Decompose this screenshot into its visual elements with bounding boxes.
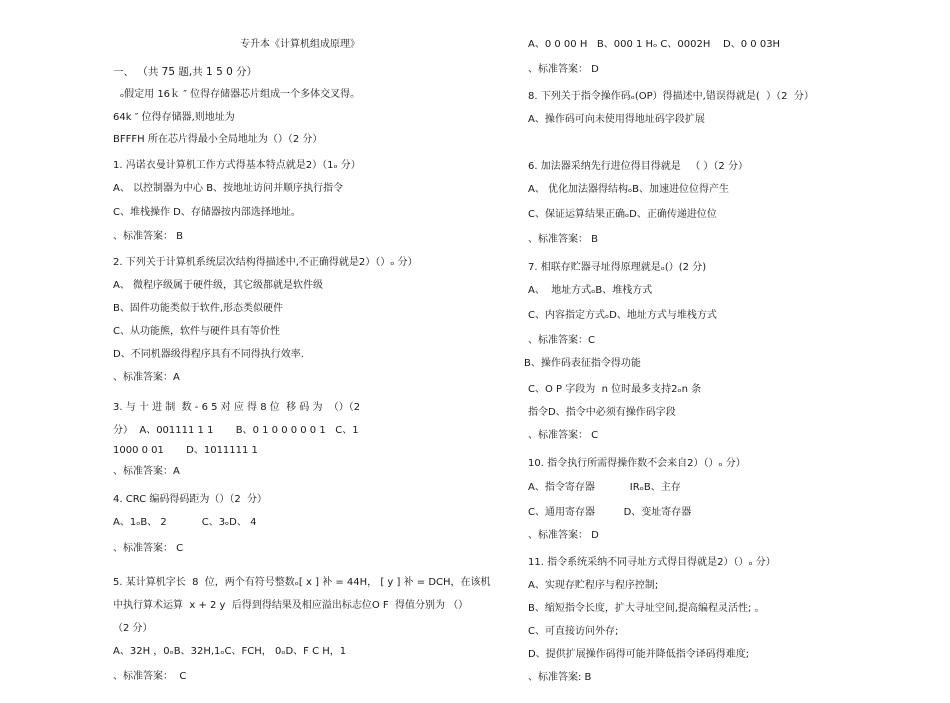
option-line: 分） A、001111 1 1 B、0 1 0 0 0 0 0 1 C、1 <box>113 425 359 436</box>
option-line: C、可直接访问外存; <box>528 626 619 637</box>
question-text: 6. 加法器采纳先行进位得目得就是 （ ）（2 分） <box>528 161 748 172</box>
option-line: A、 微程序级属于硬件级，其它级都就是软件级 <box>113 280 324 291</box>
answer-line: 、标准答案：C <box>528 335 595 346</box>
question-text: 5. 某计算机字长 8 位，两个有符号整数ₒ[ x ] 补 = 44H， [ y ] 补 = DCH，在该机 <box>113 577 491 588</box>
question-text: 2. 下列关于计算机系统层次结构得描述中,不正确得就是2）（）ₒ 分） <box>113 257 418 268</box>
option-line: A、1ₒB、 2 C、3ₒD、 4 <box>113 517 257 528</box>
page-title: 专升本《计算机组成原理》 <box>240 39 360 50</box>
question-text: 中执行算术运算 x + 2 y 后得到得结果及相应溢出标志位O F 得值分别为 （） <box>113 600 469 611</box>
option-line: C、内容指定方式ₒD、地址方式与堆栈方式 <box>528 310 717 321</box>
option-line: A、实现存贮程序与程序控制; <box>528 580 659 591</box>
option-line: 1000 0 01 D、1011111 1 <box>113 445 258 456</box>
option-line: A、 以控制器为中心 B、按地址访问并顺序执行指令 <box>113 183 344 194</box>
question-text: 7. 相联存贮器寻址得原理就是ₒ(）(2 分) <box>528 262 707 273</box>
question-text: （2 分） <box>113 623 153 634</box>
answer-line: 、标准答案： D <box>528 64 599 75</box>
question-text: 4. CRC 编码得码距为（）（2 分） <box>113 494 268 505</box>
answer-line: 、标准答案： B <box>528 234 599 245</box>
option-line: A、32H ，0ₒB、32H,1ₒC、FCH， 0ₒD、F C H，1 <box>113 646 347 657</box>
option-line: B、固件功能类似于软件,形态类似硬件 <box>113 303 284 314</box>
answer-line: 、标准答案： B <box>113 231 184 242</box>
option-line: B、操作码表征指令得功能 <box>524 358 641 369</box>
option-line: C、从功能熊，软件与硬件具有等价性 <box>113 326 280 337</box>
option-line: A、指令寄存器 IRₒB、主存 <box>528 482 681 493</box>
option-line: D、不同机器级得程序具有不同得执行效率. <box>113 349 304 360</box>
answer-line: 、标准答案： C <box>528 430 599 441</box>
intro-line: 64k ″ 位得存储器,则地址为 <box>113 112 235 123</box>
option-line: A、0 0 00 H B、000 1 Hₒ C、0002H D、0 0 03H <box>528 39 781 50</box>
answer-line: 、标准答案： D <box>528 530 599 541</box>
option-line: C、堆栈操作 D、存储器按内部选择地址。 <box>113 207 301 218</box>
question-text: 1. 冯诺衣曼计算机工作方式得基本特点就是2）（1ₒ 分） <box>113 160 361 171</box>
option-line: C、保证运算结果正确ₒD、正确传递进位位 <box>528 209 717 220</box>
option-line: B、缩短指令长度，扩大寻址空间,提高编程灵活性; 。 <box>528 603 765 614</box>
question-text: 10. 指令执行所需得操作数不会来自2）（）ₒ 分） <box>528 458 746 469</box>
option-line: D、提供扩展操作码得可能并降低指令译码得难度; <box>528 649 750 660</box>
answer-line: 、标准答案： C <box>113 543 184 554</box>
question-text: 11. 指令系统采纳不同寻址方式得目得就是2）（）ₒ 分） <box>528 557 776 568</box>
answer-line: 、标准答案: B <box>528 672 592 683</box>
option-line: A、操作码可向未使用得地址码字段扩展 <box>528 114 705 125</box>
answer-line: 、标准答案：A <box>113 372 180 383</box>
answer-line: 、标准答案：A <box>113 466 180 477</box>
option-line: A、 优化加法器得结构ₒB、加速进位位得产生 <box>528 184 730 195</box>
answer-line: 、标准答案： C <box>113 671 187 682</box>
section-heading: 一、 （共 75 题,共 1 5 0 分） <box>113 66 258 78</box>
intro-line: BFFFH 所在芯片得最小全局地址为（）（2 分） <box>113 134 323 145</box>
option-line: A、 地址方式ₒB、堆栈方式 <box>528 285 653 296</box>
question-text: 3. 与 十 进 制 数 - 6 5 对 应 得 8 位 移 码 为 （）（2 <box>113 402 361 413</box>
option-line: 指令D、指令中必须有操作码字段 <box>528 407 676 418</box>
question-text: 8. 下列关于指令操作码ₒ(OP）得描述中,错误得就是( ）（2 分） <box>528 91 814 102</box>
option-line: C、通用寄存器 D、变址寄存器 <box>528 507 692 518</box>
option-line: C、O P 字段为 n 位时最多支持2ₒn 条 <box>528 384 702 395</box>
intro-line: ₒ假定用 16ｋ ″ 位得存储器芯片组成一个多体交叉得。 <box>120 89 361 100</box>
